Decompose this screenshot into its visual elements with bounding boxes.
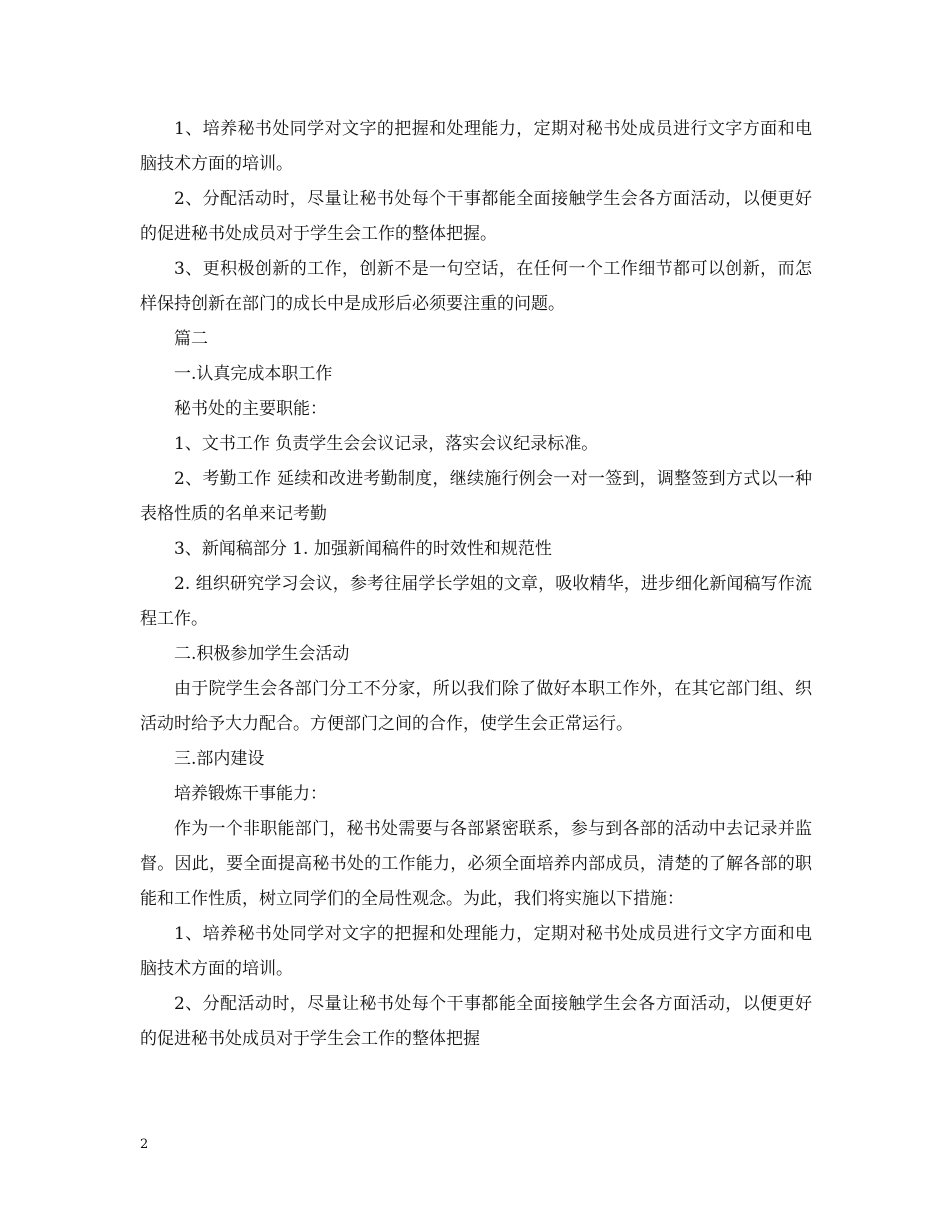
paragraph: 1、培养秘书处同学对文字的把握和处理能力，定期对秘书处成员进行文字方面和电脑技术方面的培训。 [140,119,812,174]
paragraph: 3、更积极创新的工作，创新不是一句空话，在任何一个工作细节都可以创新，而怎样保持创新在部门的成长中是成形后必须要注重的问题。 [140,259,812,314]
section-heading: 二.积极参加学生会活动 [174,644,350,664]
section-heading: 三.部内建设 [174,749,265,769]
section-heading: 一.认真完成本职工作 [174,364,333,384]
section-heading: 篇二 [174,329,208,349]
paragraph: 由于院学生会各部门分工不分家，所以我们除了做好本职工作外，在其它部门组、织活动时给予大力配合。方便部门之间的合作，使学生会正常运行。 [140,679,812,734]
page-number: 2 [140,1137,149,1152]
paragraph: 1、培养秘书处同学对文字的把握和处理能力，定期对秘书处成员进行文字方面和电脑技术方面的培训。 [140,924,812,979]
paragraph: 3、新闻稿部分 1. 加强新闻稿件的时效性和规范性 [174,539,552,559]
paragraph: 作为一个非职能部门，秘书处需要与各部紧密联系，参与到各部的活动中去记录并监督。因此，要全面提高秘书处的工作能力，必须全面培养内部成员，清楚的了解各部的职能和工作性质，树立同学们的全局性观念。为此，我们将实施以下措施： [140,819,812,909]
paragraph: 2、分配活动时，尽量让秘书处每个干事都能全面接触学生会各方面活动，以便更好的促进秘书处成员对于学生会工作的整体把握 [140,994,812,1049]
paragraph: 1、文书工作 负责学生会会议记录，落实会议纪录标准。 [174,434,599,454]
paragraph: 2. 组织研究学习会议，参考往届学长学姐的文章，吸收精华，进步细化新闻稿写作流程工作。 [140,574,812,629]
paragraph: 培养锻炼干事能力： [174,784,327,804]
paragraph: 秘书处的主要职能： [174,399,327,419]
document-body [140,112,812,1057]
paragraph: 2、考勤工作 延续和改进考勤制度，继续施行例会一对一签到，调整签到方式以一种表格性质的名单来记考勤 [140,469,812,524]
paragraph: 2、分配活动时，尽量让秘书处每个干事都能全面接触学生会各方面活动，以便更好的促进秘书处成员对于学生会工作的整体把握。 [140,189,812,244]
